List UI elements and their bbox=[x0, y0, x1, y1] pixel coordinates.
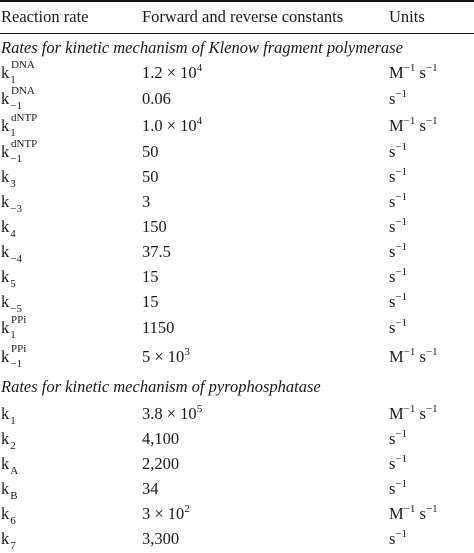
unit-seconds: s bbox=[389, 167, 396, 186]
table-row bbox=[0, 265, 474, 289]
unit-seconds: s bbox=[389, 242, 396, 261]
rate-units bbox=[389, 87, 407, 113]
rate-subscript: 3 bbox=[10, 178, 16, 190]
table-row bbox=[0, 290, 474, 314]
unit-molar: M bbox=[389, 504, 404, 523]
rate-subscript: 4 bbox=[10, 228, 16, 240]
rate-value bbox=[142, 452, 179, 476]
value-mantissa: 3,300 bbox=[142, 529, 180, 548]
unit-seconds-exponent: −1 bbox=[425, 503, 438, 515]
rate-symbol bbox=[1, 165, 16, 191]
rate-constant bbox=[1, 343, 27, 371]
rate-symbol bbox=[1, 452, 18, 478]
rate-symbol bbox=[1, 190, 22, 216]
rate-base: k bbox=[1, 529, 10, 548]
table-row bbox=[0, 345, 474, 369]
rate-units bbox=[389, 265, 407, 291]
unit-seconds-exponent: −1 bbox=[395, 428, 408, 440]
table-row bbox=[0, 527, 474, 551]
unit-seconds-exponent: −1 bbox=[395, 291, 408, 303]
rate-constant bbox=[1, 265, 16, 291]
unit-molar: M bbox=[389, 116, 404, 135]
rate-units bbox=[389, 190, 407, 216]
rate-base: k bbox=[1, 167, 10, 186]
rate-units bbox=[389, 345, 438, 371]
rate-base: k bbox=[1, 89, 10, 108]
value-mantissa: 50 bbox=[142, 167, 159, 186]
unit-seconds: s bbox=[389, 217, 396, 236]
unit-molar-exponent: −1 bbox=[403, 62, 416, 74]
rate-units bbox=[389, 165, 407, 191]
unit-seconds: s bbox=[389, 292, 396, 311]
value-mantissa: 37.5 bbox=[142, 242, 171, 261]
unit-seconds: s bbox=[415, 63, 426, 82]
rate-value bbox=[142, 402, 202, 428]
unit-molar-exponent: −1 bbox=[403, 346, 416, 358]
value-mantissa: 1.2 × 10 bbox=[142, 63, 197, 82]
rate-base: k bbox=[1, 292, 10, 311]
rate-superscript: dNTP bbox=[11, 138, 38, 150]
value-mantissa: 1.0 × 10 bbox=[142, 116, 197, 135]
rate-subscript: 7 bbox=[10, 540, 16, 552]
unit-molar: M bbox=[389, 63, 404, 82]
rate-symbol bbox=[1, 265, 16, 291]
value-exponent: 2 bbox=[184, 503, 190, 515]
rate-units bbox=[389, 140, 407, 166]
rate-base: k bbox=[1, 504, 10, 523]
value-exponent: 4 bbox=[196, 115, 203, 127]
rate-subscript: 2 bbox=[10, 440, 16, 452]
rate-value bbox=[142, 316, 174, 340]
rate-units bbox=[389, 290, 407, 316]
unit-seconds: s bbox=[389, 479, 396, 498]
rate-symbol bbox=[1, 138, 38, 166]
unit-seconds: s bbox=[389, 529, 396, 548]
rate-subscript: −5 bbox=[10, 303, 22, 315]
unit-seconds: s bbox=[389, 192, 396, 211]
rate-base: k bbox=[1, 242, 10, 261]
rate-units bbox=[389, 240, 407, 266]
rate-value bbox=[142, 240, 171, 264]
rate-base: k bbox=[1, 116, 10, 135]
unit-seconds: s bbox=[389, 318, 396, 337]
unit-seconds: s bbox=[389, 454, 396, 473]
rate-base: k bbox=[1, 267, 10, 286]
rate-units bbox=[389, 402, 438, 428]
unit-seconds-exponent: −1 bbox=[425, 62, 438, 74]
rate-constant bbox=[1, 190, 22, 216]
rate-constant bbox=[1, 138, 38, 166]
rate-subscript: A bbox=[10, 465, 19, 477]
rate-units bbox=[389, 477, 407, 503]
rate-superscript: dNTP bbox=[11, 112, 38, 124]
rate-value bbox=[142, 165, 159, 189]
rate-symbol bbox=[1, 215, 16, 241]
rate-units bbox=[389, 452, 407, 478]
rate-symbol bbox=[1, 477, 18, 503]
rate-units bbox=[389, 502, 438, 528]
unit-seconds-exponent: −1 bbox=[395, 191, 408, 203]
rate-subscript: 1 bbox=[10, 329, 16, 341]
rate-base: k bbox=[1, 429, 10, 448]
rate-value bbox=[142, 502, 190, 528]
table-row bbox=[0, 190, 474, 214]
unit-molar-exponent: −1 bbox=[403, 115, 416, 127]
rate-units bbox=[389, 316, 407, 342]
rate-constant bbox=[1, 215, 16, 241]
table-row bbox=[0, 215, 474, 239]
rate-constant bbox=[1, 240, 22, 266]
value-mantissa: 15 bbox=[142, 292, 159, 311]
rate-base: k bbox=[1, 142, 10, 161]
rate-base: k bbox=[1, 217, 10, 236]
rate-symbol bbox=[1, 427, 16, 453]
rate-units bbox=[389, 61, 438, 87]
header-reaction-rate: Reaction rate bbox=[1, 7, 89, 26]
rate-subscript: 5 bbox=[10, 278, 16, 290]
rate-constant bbox=[1, 427, 16, 453]
rate-superscript: PPi bbox=[11, 314, 27, 326]
unit-seconds: s bbox=[415, 404, 426, 423]
value-exponent: 5 bbox=[196, 403, 203, 415]
unit-seconds: s bbox=[389, 267, 396, 286]
unit-molar-exponent: −1 bbox=[403, 403, 416, 415]
value-mantissa: 150 bbox=[142, 217, 167, 236]
rate-value bbox=[142, 190, 150, 214]
unit-seconds-exponent: −1 bbox=[395, 453, 408, 465]
rate-symbol bbox=[1, 343, 27, 371]
table-row bbox=[0, 477, 474, 501]
table-row bbox=[0, 114, 474, 138]
table-top-rule bbox=[0, 0, 474, 2]
table-row bbox=[0, 316, 474, 340]
value-mantissa: 50 bbox=[142, 142, 159, 161]
rate-superscript: PPi bbox=[11, 343, 27, 355]
unit-molar: M bbox=[389, 347, 404, 366]
rate-base: k bbox=[1, 347, 10, 366]
unit-seconds-exponent: −1 bbox=[395, 141, 408, 153]
rate-subscript: 6 bbox=[10, 515, 16, 527]
unit-seconds-exponent: −1 bbox=[425, 346, 438, 358]
rate-constant bbox=[1, 477, 18, 503]
rate-symbol bbox=[1, 527, 16, 553]
section-title: Rates for kinetic mechanism of Klenow fragment polymerase bbox=[1, 38, 403, 57]
header-constants: Forward and reverse constants bbox=[142, 7, 344, 26]
unit-seconds-exponent: −1 bbox=[395, 166, 408, 178]
unit-seconds-exponent: −1 bbox=[425, 115, 438, 127]
rate-value bbox=[142, 477, 159, 501]
rate-subscript: −1 bbox=[10, 358, 22, 370]
table-row bbox=[0, 452, 474, 476]
value-mantissa: 3 bbox=[142, 192, 151, 211]
value-exponent: 4 bbox=[196, 62, 203, 74]
header-rule bbox=[0, 33, 474, 34]
rate-value bbox=[142, 345, 190, 371]
table-row bbox=[0, 165, 474, 189]
rate-subscript: 1 bbox=[10, 127, 16, 139]
rate-base: k bbox=[1, 479, 10, 498]
value-mantissa: 1150 bbox=[142, 318, 175, 337]
header-units: Units bbox=[389, 7, 425, 26]
unit-seconds: s bbox=[389, 429, 396, 448]
rate-units bbox=[389, 527, 407, 553]
value-mantissa: 15 bbox=[142, 267, 159, 286]
rate-value bbox=[142, 265, 159, 289]
unit-seconds: s bbox=[389, 89, 396, 108]
unit-molar: M bbox=[389, 404, 404, 423]
unit-seconds-exponent: −1 bbox=[395, 528, 408, 540]
value-exponent: 3 bbox=[184, 346, 190, 358]
value-mantissa: 34 bbox=[142, 479, 159, 498]
rate-subscript: B bbox=[10, 490, 18, 502]
rate-value bbox=[142, 290, 159, 314]
rate-units bbox=[389, 427, 407, 453]
unit-seconds-exponent: −1 bbox=[425, 403, 438, 415]
rate-value bbox=[142, 140, 159, 164]
rate-subscript: −1 bbox=[10, 153, 22, 165]
rate-value bbox=[142, 427, 179, 451]
unit-seconds: s bbox=[415, 347, 426, 366]
table-row bbox=[0, 87, 474, 111]
unit-seconds-exponent: −1 bbox=[395, 241, 408, 253]
rate-subscript: −4 bbox=[10, 253, 22, 265]
unit-seconds-exponent: −1 bbox=[395, 266, 408, 278]
rate-superscript: DNA bbox=[11, 59, 35, 71]
rate-subscript: 1 bbox=[10, 74, 16, 86]
rate-base: k bbox=[1, 318, 10, 337]
section-title: Rates for kinetic mechanism of pyrophosphatase bbox=[1, 377, 321, 396]
rate-constant bbox=[1, 165, 16, 191]
value-mantissa: 3 × 10 bbox=[142, 504, 185, 523]
rate-subscript: −1 bbox=[10, 100, 22, 112]
value-mantissa: 0.06 bbox=[142, 89, 171, 108]
unit-seconds-exponent: −1 bbox=[395, 478, 408, 490]
rate-value bbox=[142, 87, 171, 111]
rate-subscript: −3 bbox=[10, 203, 22, 215]
rate-value bbox=[142, 114, 202, 140]
value-mantissa: 5 × 10 bbox=[142, 347, 185, 366]
unit-seconds-exponent: −1 bbox=[395, 317, 408, 329]
table-row bbox=[0, 502, 474, 526]
unit-seconds: s bbox=[415, 116, 426, 135]
rate-symbol bbox=[1, 502, 16, 528]
rate-constant bbox=[1, 527, 16, 553]
rate-value bbox=[142, 527, 179, 551]
rate-base: k bbox=[1, 404, 10, 423]
table-row bbox=[0, 61, 474, 85]
unit-seconds-exponent: −1 bbox=[395, 88, 408, 100]
rate-symbol bbox=[1, 402, 16, 428]
table-row bbox=[0, 402, 474, 426]
value-mantissa: 3.8 × 10 bbox=[142, 404, 197, 423]
table-row bbox=[0, 240, 474, 264]
table-row bbox=[0, 140, 474, 164]
rate-superscript: DNA bbox=[11, 85, 35, 97]
rate-base: k bbox=[1, 63, 10, 82]
value-mantissa: 4,100 bbox=[142, 429, 180, 448]
unit-seconds: s bbox=[389, 142, 396, 161]
rate-units bbox=[389, 114, 438, 140]
rate-units bbox=[389, 215, 407, 241]
rate-subscript: 1 bbox=[10, 415, 16, 427]
unit-seconds-exponent: −1 bbox=[395, 216, 408, 228]
rate-value bbox=[142, 61, 202, 87]
rate-constant bbox=[1, 452, 18, 478]
rate-value bbox=[142, 215, 167, 239]
rate-constant bbox=[1, 502, 16, 528]
rate-base: k bbox=[1, 454, 10, 473]
rate-symbol bbox=[1, 240, 22, 266]
table-row bbox=[0, 427, 474, 451]
unit-seconds: s bbox=[415, 504, 426, 523]
rate-base: k bbox=[1, 192, 10, 211]
unit-molar-exponent: −1 bbox=[403, 503, 416, 515]
rate-constant bbox=[1, 402, 16, 428]
value-mantissa: 2,200 bbox=[142, 454, 180, 473]
